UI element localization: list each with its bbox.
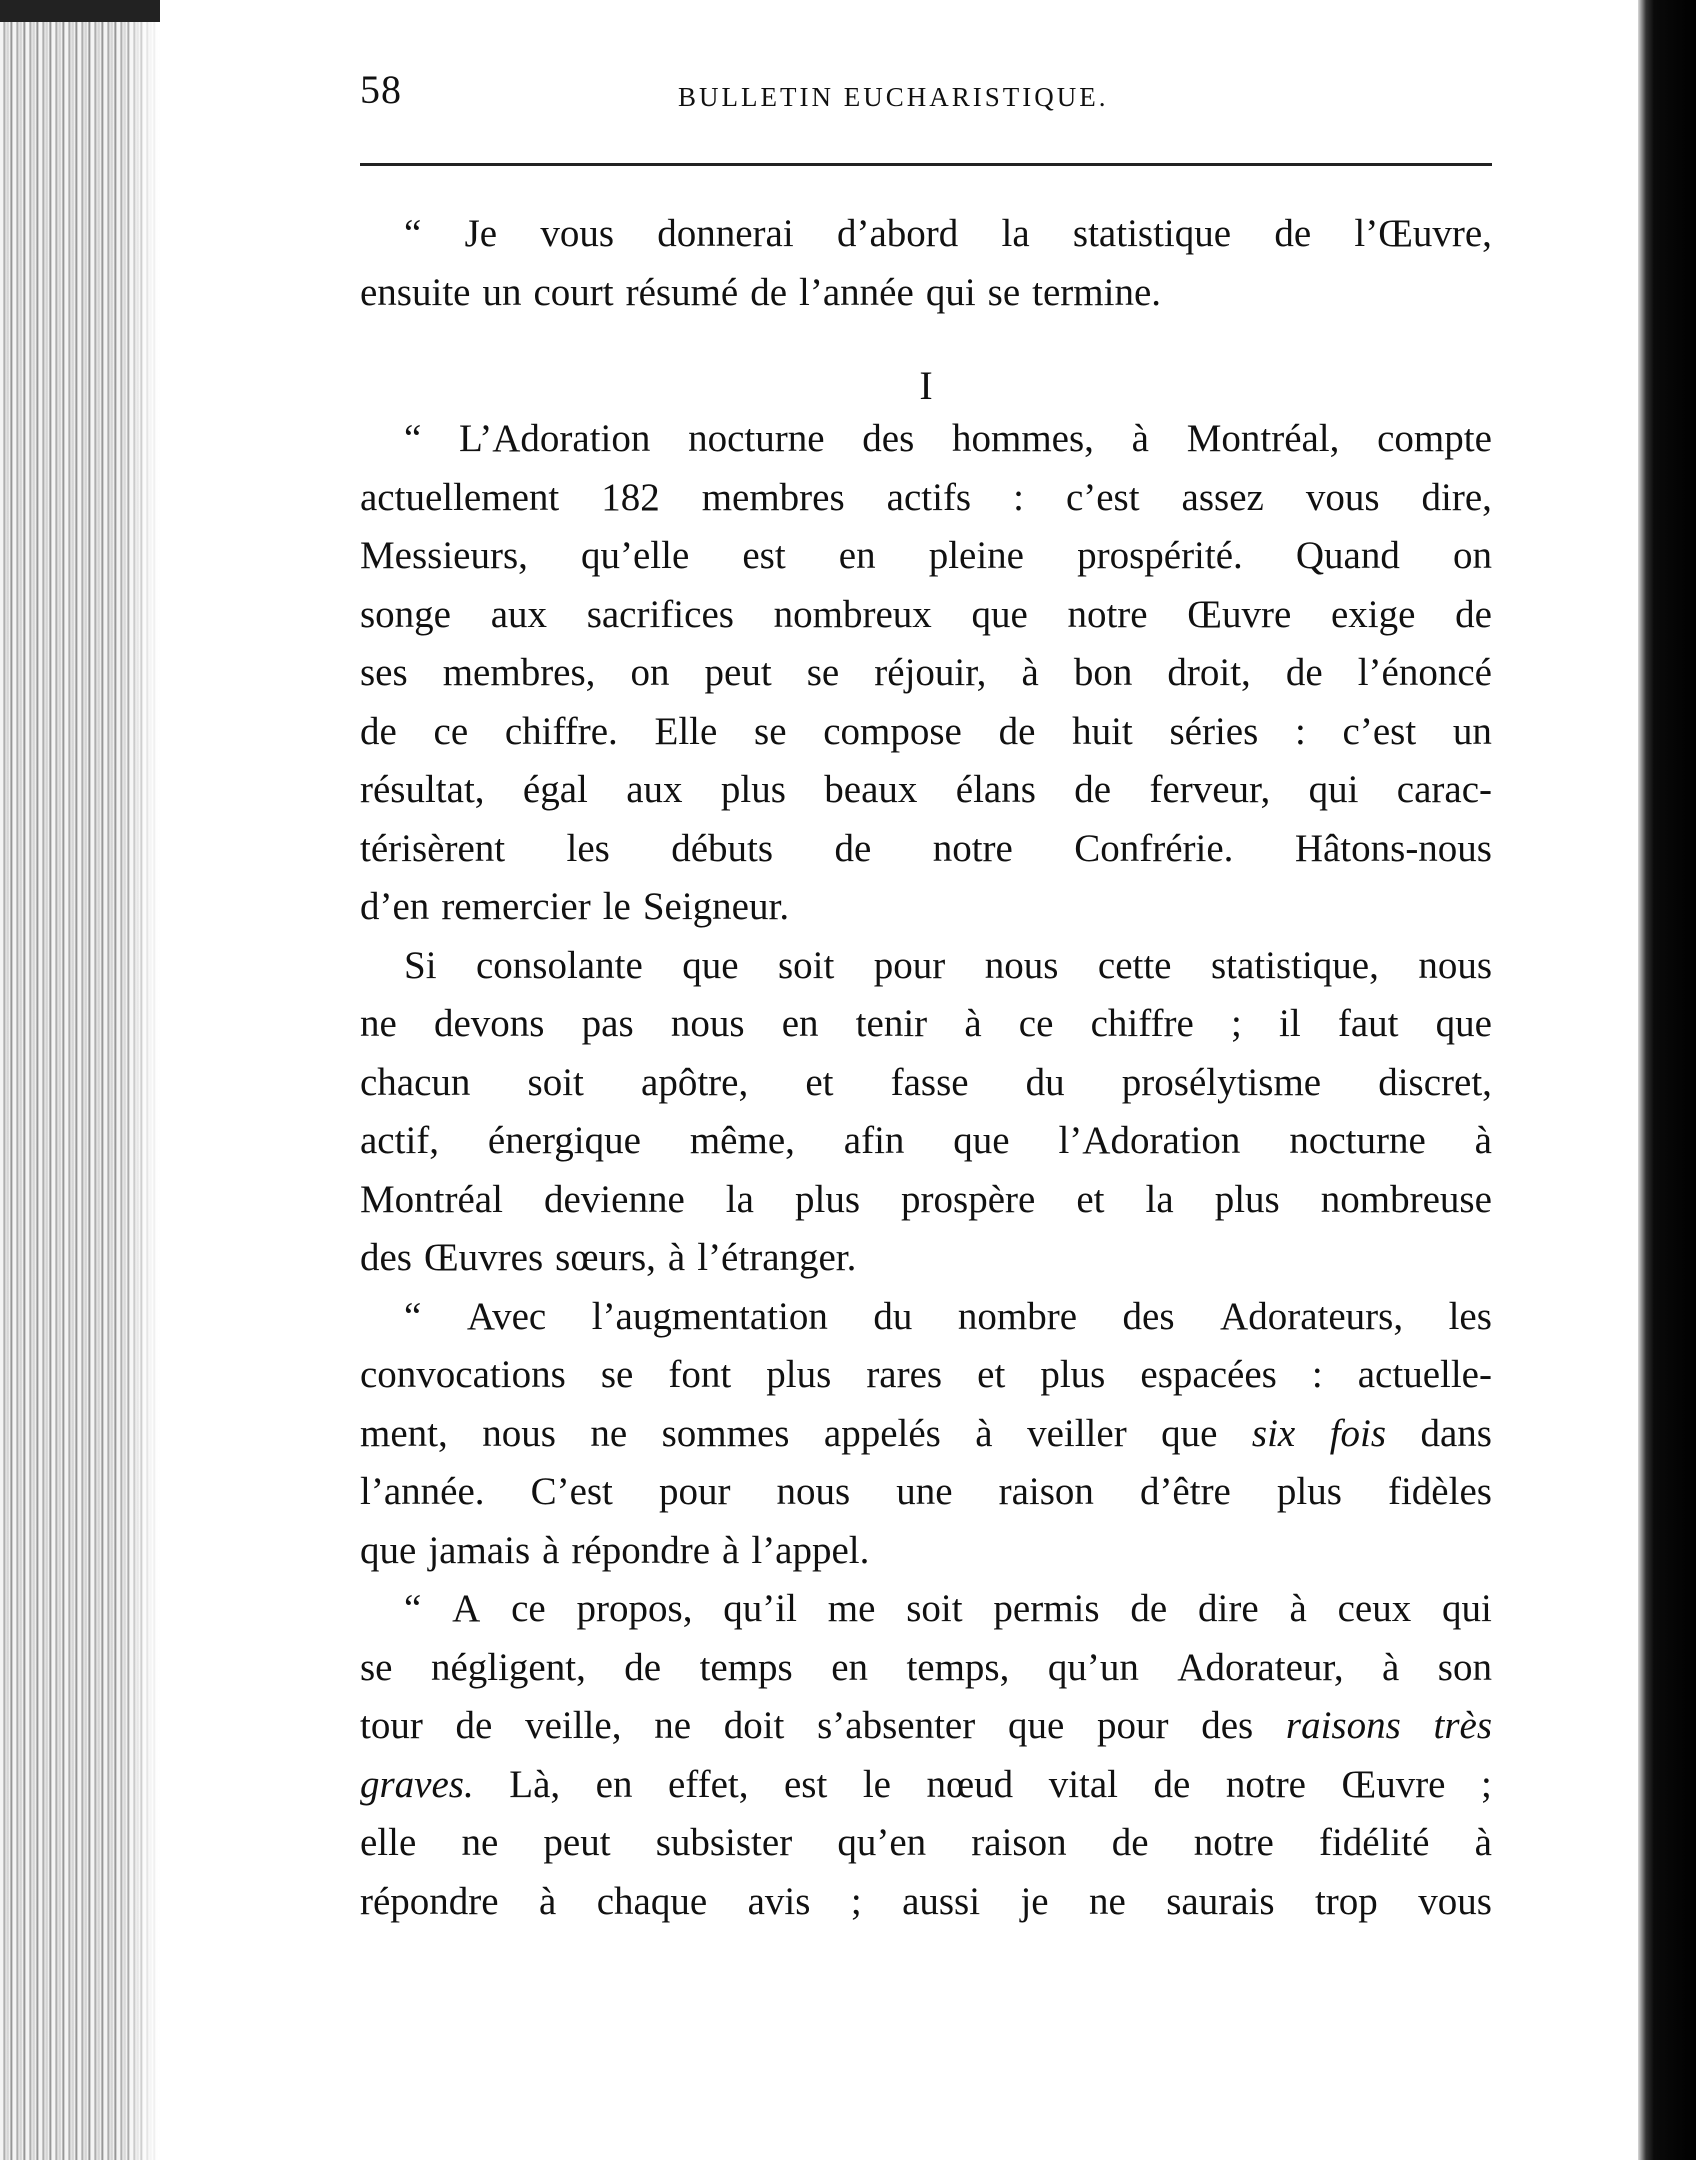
paragraph — [360, 937, 1492, 1288]
text-line: “ Je vous donnerai d’abord la statistique de l’Œuvre, — [404, 212, 1492, 255]
text-line: tour de veille, ne doit s’absenter que pour des raisons très — [360, 1704, 1492, 1747]
text-line: “ A ce propos, qu’il me soit permis de dire à ceux qui — [404, 1587, 1492, 1630]
text-line: actif, énergique même, afin que l’Adoration nocturne à — [360, 1119, 1492, 1162]
paragraph — [360, 205, 1492, 322]
text-line: ne devons pas nous en tenir à ce chiffre ; il faut que — [360, 1002, 1492, 1045]
section-numeral: I — [919, 363, 933, 408]
text-line: que jamais à répondre à l’appel. — [360, 1528, 870, 1572]
page-number: 58 — [360, 67, 402, 112]
text-line: Messieurs, qu’elle est en pleine prospérité. Quand on — [360, 534, 1492, 577]
binding-shadow — [1638, 0, 1696, 2160]
text-line: de ce chiffre. Elle se compose de huit séries : c’est un — [360, 709, 1492, 753]
text-line: d’en remercier le Seigneur. — [360, 885, 790, 928]
text-line: elle ne peut subsister qu’en raison de notre fidélité à — [360, 1821, 1492, 1864]
text-line: songe aux sacrifices nombreux que notre Œuvre exige de — [360, 592, 1492, 636]
text-line: convocations se font plus rares et plus espacées : actuelle- — [360, 1353, 1492, 1396]
text-line: se négligent, de temps en temps, qu’un Adorateur, à son — [360, 1645, 1492, 1689]
text-line: ensuite un court résumé de l’année qui se termine. — [360, 270, 1162, 314]
text-line: chacun soit apôtre, et fasse du prosélytisme discret, — [360, 1060, 1492, 1104]
header-rule — [360, 163, 1492, 166]
running-head — [360, 62, 1492, 122]
page-stack-edge — [0, 0, 160, 2160]
text-line: résultat, égal aux plus beaux élans de ferveur, qui carac- — [360, 768, 1492, 811]
text-line: des Œuvres sœurs, à l’étranger. — [360, 1236, 857, 1279]
paragraph — [360, 1580, 1492, 1931]
text-line: graves. Là, en effet, est le nœud vital de notre Œuvre ; — [360, 1762, 1492, 1806]
scan-corner-shadow — [0, 0, 160, 22]
paragraph — [360, 1288, 1492, 1581]
text-line: ment, nous ne sommes appelés à veiller que six fois dans — [360, 1411, 1492, 1455]
text-line: actuellement 182 membres actifs : c’est assez vous dire, — [360, 475, 1492, 519]
text-line: “ Avec l’augmentation du nombre des Adorateurs, les — [404, 1294, 1492, 1338]
text-line: térisèrent les débuts de notre Confrérie. Hâtons-nous — [360, 826, 1492, 870]
text-line: répondre à chaque avis ; aussi je ne saurais trop vous — [360, 1879, 1492, 1923]
running-title: BULLETIN EUCHARISTIQUE. — [678, 82, 1109, 112]
text-line: Montréal devienne la plus prospère et la plus nombreuse — [360, 1177, 1492, 1221]
text-line: “ L’Adoration nocturne des hommes, à Montréal, compte — [404, 417, 1492, 460]
paragraph — [360, 410, 1492, 937]
text-line: l’année. C’est pour nous une raison d’être plus fidèles — [360, 1470, 1492, 1513]
text-line: Si consolante que soit pour nous cette statistique, nous — [404, 943, 1492, 987]
text-line: ses membres, on peut se réjouir, à bon droit, de l’énoncé — [360, 651, 1492, 694]
